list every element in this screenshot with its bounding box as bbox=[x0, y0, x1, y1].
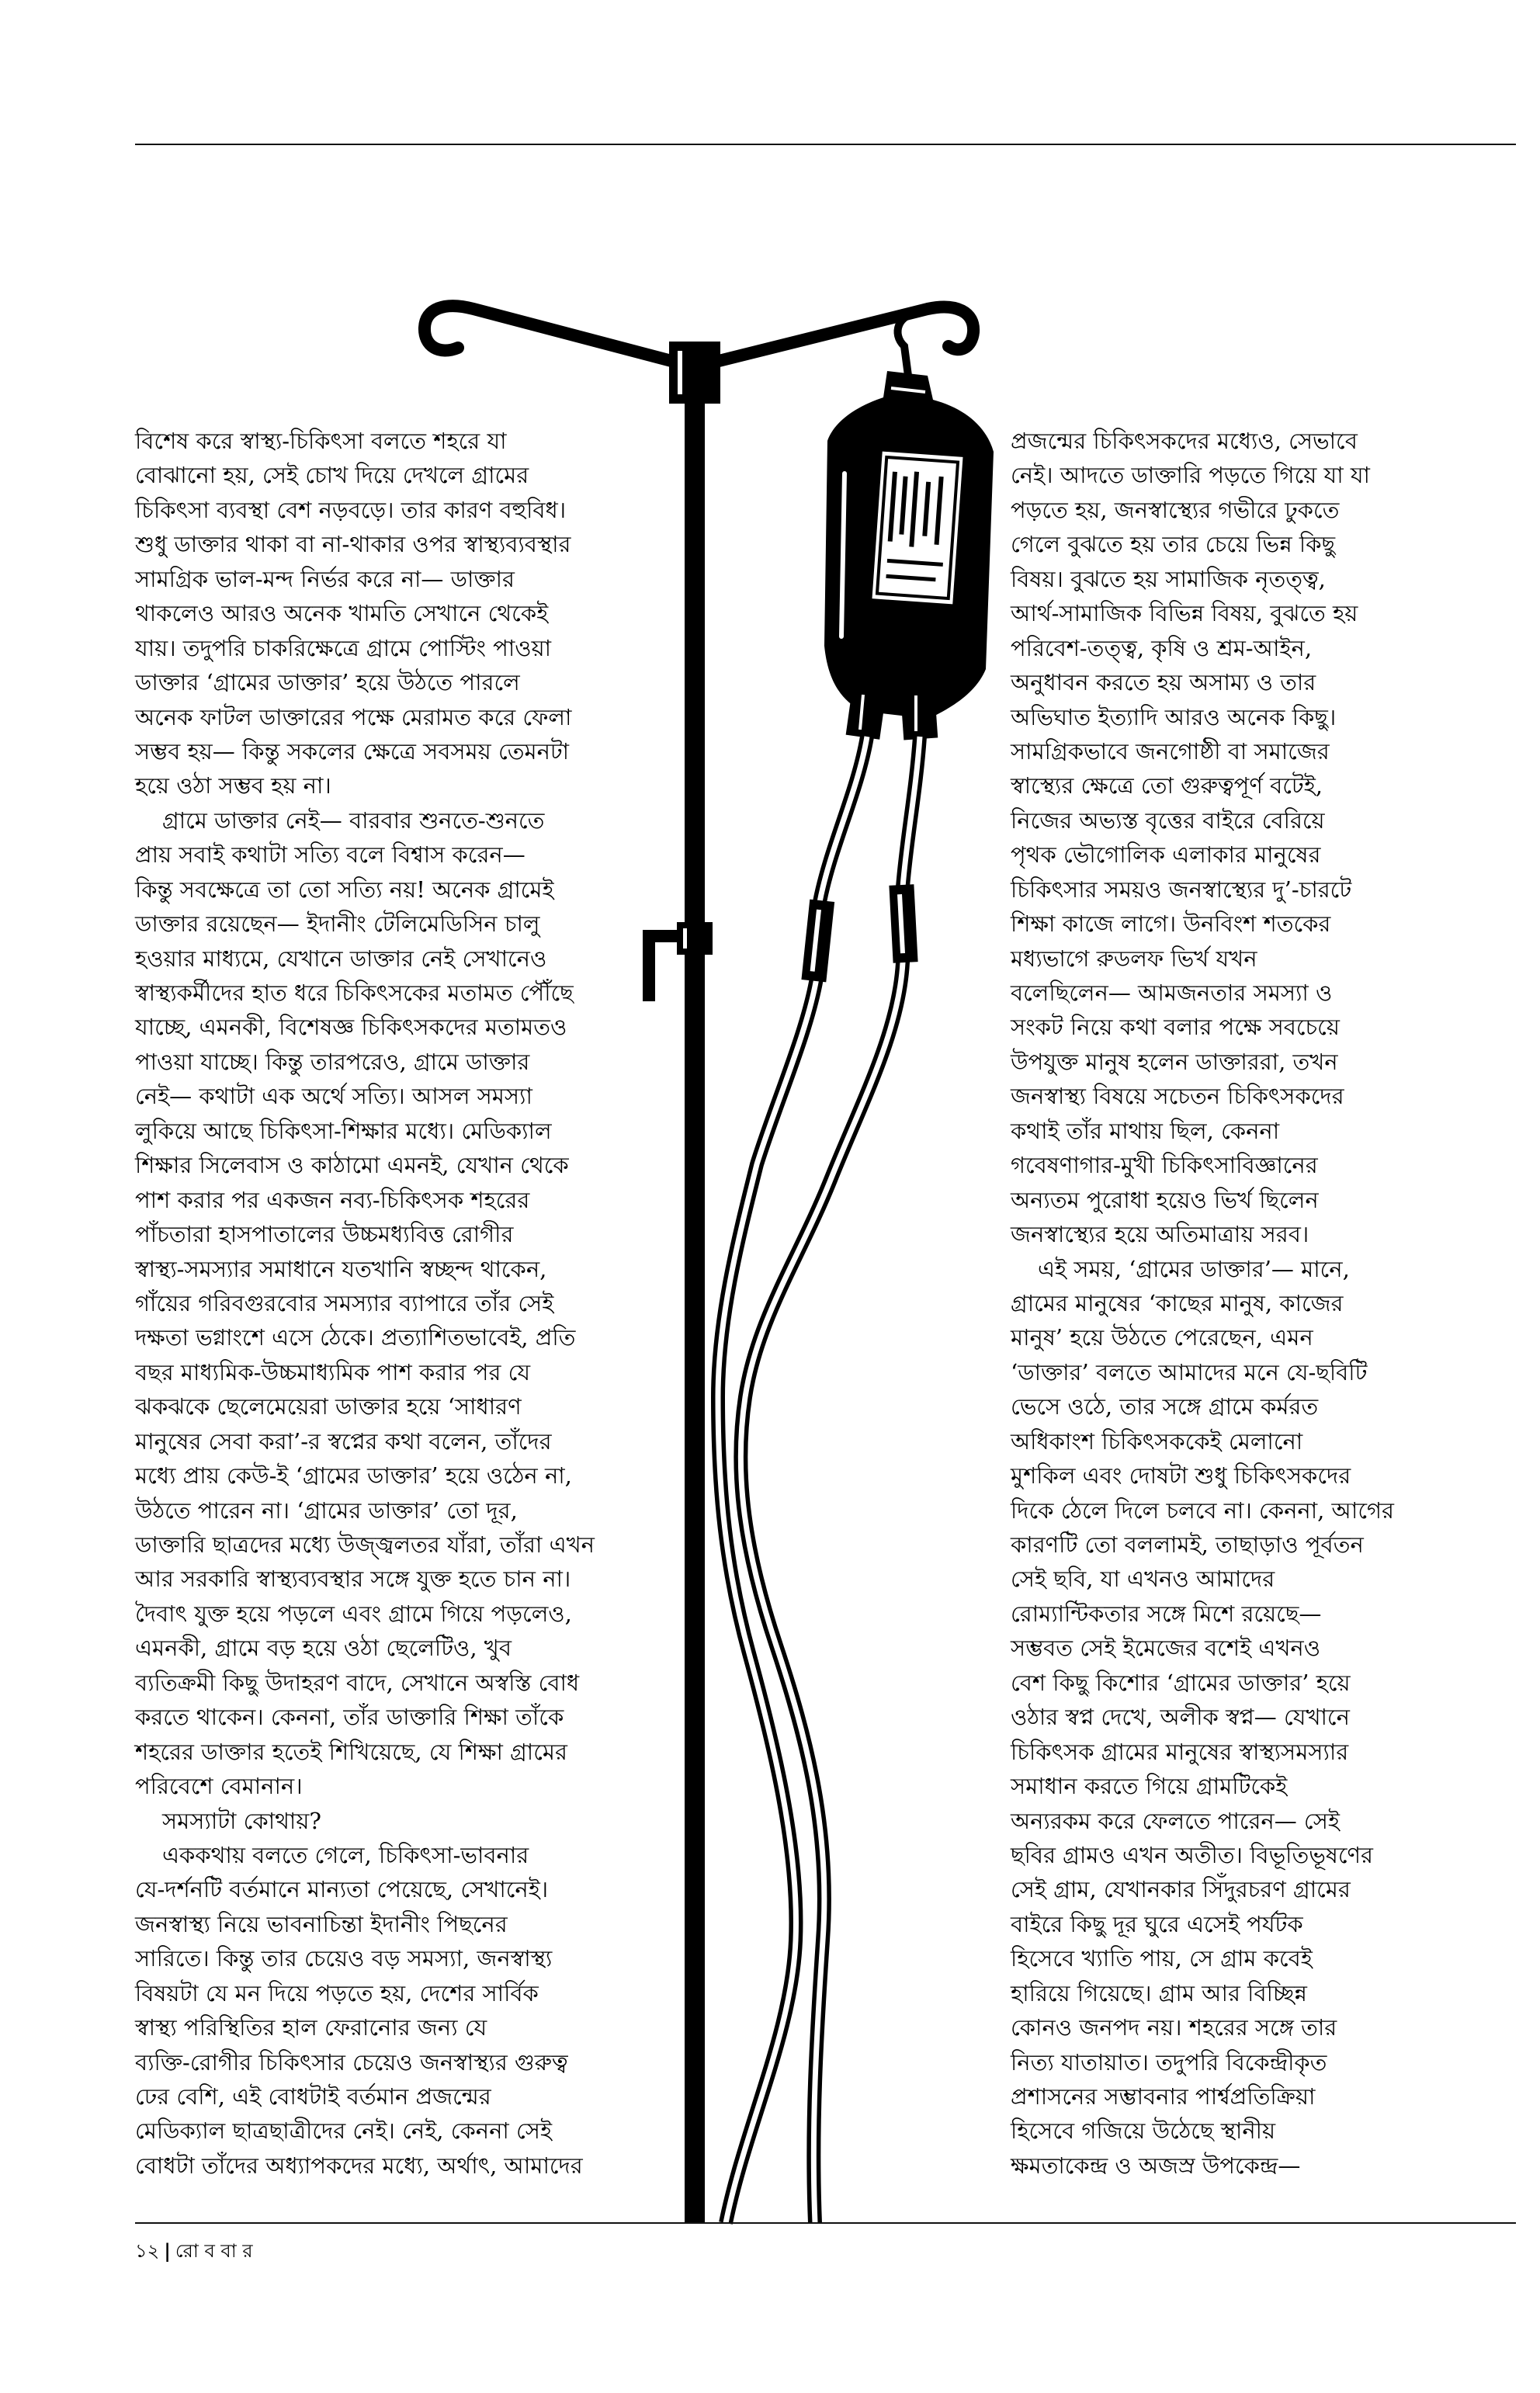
article-text-line: মধ্যে প্রায় কেউ-ই ‘গ্রামের ডাক্তার’ হয়ে ওঠেন না, bbox=[135, 1462, 572, 1490]
article-text-line: ব্যতিক্রমী কিছু উদাহরণ বাদে, সেখানে অস্বস্তি বোধ bbox=[135, 1669, 580, 1696]
page-footer bbox=[135, 2237, 253, 2265]
article-text-line: হারিয়ে গিয়েছে। গ্রাম আর বিচ্ছিন্ন bbox=[1011, 1979, 1307, 2006]
article-text-line: ডাক্তার রয়েছেন— ইদানীং টেলিমেডিসিন চালু bbox=[135, 910, 540, 938]
article-text-line: জনস্বাস্থ্যের হয়ে অতিমাত্রায় সরব। bbox=[1011, 1221, 1309, 1248]
article-text-line: দিকে ঠেলে দিলে চলবে না। কেননা, আগের bbox=[1011, 1496, 1394, 1524]
iv-pole-bracket-highlight bbox=[683, 928, 687, 949]
iv-stand-right-hook bbox=[703, 307, 973, 365]
article-text-line: সেই ছবি, যা এখনও আমাদের bbox=[1011, 1566, 1275, 1593]
article-text-line: অভিঘাত ইত্যাদি আরও অনেক কিছু। bbox=[1011, 703, 1337, 730]
article-text-line: কোনও জনপদ নয়। শহরের সঙ্গে তার bbox=[1011, 2014, 1337, 2041]
article-text-line: বিষয়টা যে মন দিয়ে পড়তে হয়, দেশের সার্বিক bbox=[135, 1979, 539, 2006]
article-text-line: উপযুক্ত মানুষ হলেন ডাক্তাররা, তখন bbox=[1011, 1048, 1338, 1075]
article-text-line: মধ্যভাগে রুডলফ ভির্খ যখন bbox=[1011, 945, 1257, 972]
article-text-line: থাকলেও আরও অনেক খামতি সেখানে থেকেই bbox=[135, 600, 549, 627]
article-text-line: নিত্য যাতায়াত। তদুপরি বিকেন্দ্রীকৃত bbox=[1011, 2048, 1327, 2076]
article-text-line: মেডিক্যাল ছাত্রছাত্রীদের নেই। নেই, কেননা সেই bbox=[135, 2117, 553, 2145]
article-text-line: অনুধাবন করতে হয় অসাম্য ও তার bbox=[1011, 669, 1316, 696]
article-text-line: ডাক্তার ‘গ্রামের ডাক্তার’ হয়ে উঠতে পারলে bbox=[135, 669, 520, 696]
article-text-line: স্বাস্থ্য-সমস্যার সমাধানে যতখানি স্বচ্ছন্দ থাকেন, bbox=[135, 1255, 547, 1282]
article-text-line: গ্রামে ডাক্তার নেই— বারবার শুনতে-শুনতে bbox=[162, 806, 545, 834]
article-text-line: অনেক ফাটল ডাক্তারের পক্ষে মেরামত করে ফেলা bbox=[135, 703, 572, 730]
article-text-line: শিক্ষা কাজে লাগে। উনবিংশ শতকের bbox=[1011, 910, 1331, 938]
article-text-line: পাওয়া যাচ্ছে। কিন্তু তারপরেও, গ্রামে ডাক্তার bbox=[135, 1048, 530, 1075]
article-text-line: ভেসে ওঠে, তার সঙ্গে গ্রামে কর্মরত bbox=[1011, 1393, 1319, 1420]
iv-bag-label bbox=[872, 452, 962, 605]
article-text-line: নেই। আদতে ডাক্তারি পড়তে গিয়ে যা যা bbox=[1011, 462, 1370, 489]
article-text-line: চিকিৎসার সময়ও জনস্বাস্থ্যের দু’-চারটে bbox=[1011, 876, 1352, 903]
article-text-line: শিক্ষার সিলেবাস ও কাঠামো এমনই, যেখান থেকে bbox=[135, 1152, 569, 1179]
article-text-line: হওয়ার মাধ্যমে, যেখানে ডাক্তার নেই সেখানেও bbox=[135, 945, 547, 972]
article-text-line: পড়তে হয়, জনস্বাস্থ্যের গভীরে ঢুকতে bbox=[1011, 496, 1340, 523]
article-text-line: আর সরকারি স্বাস্থ্যব্যবস্থার সঙ্গে যুক্ত হতে চান না। bbox=[135, 1566, 571, 1593]
iv-bag-hanger bbox=[898, 314, 917, 376]
iv-tube-right-core bbox=[741, 737, 920, 2223]
article-text-line: দক্ষতা ভগ্নাংশে এসে ঠেকে। প্রত্যাশিতভাবেই, প্রতি bbox=[135, 1324, 576, 1351]
article-text-line: নেই— কথাটা এক অর্থে সত্যি। আসল সমস্যা bbox=[135, 1083, 532, 1110]
article-text-line: ব্যক্তি-রোগীর চিকিৎসার চেয়েও জনস্বাস্থ্যর গুরুত্ব bbox=[135, 2048, 568, 2076]
article-text-line: বোধটা তাঁদের অধ্যাপকদের মধ্যে, অর্থাৎ, আমাদের bbox=[135, 2152, 583, 2179]
article-text-line: প্রায় সবাই কথাটা সত্যি বলে বিশ্বাস করেন— bbox=[135, 841, 525, 869]
bottom-rule bbox=[135, 2222, 1516, 2224]
article-text-line: গবেষণাগার-মুখী চিকিৎসাবিজ্ঞানের bbox=[1011, 1152, 1318, 1179]
iv-pole-collar-highlight bbox=[678, 351, 682, 394]
article-text-line: সম্ভব হয়— কিন্তু সকলের ক্ষেত্রে সবসময় তেমনটা bbox=[135, 737, 570, 765]
iv-tube-clamp-left bbox=[801, 900, 834, 983]
article-text-line: হিসেবে গজিয়ে উঠেছে স্থানীয় bbox=[1011, 2117, 1276, 2145]
article-text-line: বছর মাধ্যমিক-উচ্চমাধ্যমিক পাশ করার পর যে bbox=[135, 1358, 531, 1386]
article-text-line: গ্রামের মানুষের ‘কাছের মানুষ, কাজের bbox=[1011, 1289, 1344, 1316]
article-text-line: ওঠার স্বপ্ন দেখে, অলীক স্বপ্ন— যেখানে bbox=[1011, 1704, 1350, 1731]
article-text-line: এককথায় বলতে গেলে, চিকিৎসা-ভাবনার bbox=[162, 1841, 529, 1868]
article-text-line: বেশ কিছু কিশোর ‘গ্রামের ডাক্তার’ হয়ে bbox=[1011, 1669, 1351, 1696]
article-text-line: প্রজন্মের চিকিৎসকদের মধ্যেও, সেভাবে bbox=[1011, 428, 1358, 454]
article-text-line: অধিকাংশ চিকিৎসককেই মেলানো bbox=[1011, 1427, 1303, 1455]
article-text-line: বাইরে কিছু দূর ঘুরে এসেই পর্যটক bbox=[1011, 1910, 1303, 1937]
article-text-line: কারণটি তো বললামই, তাছাড়াও পূর্বতন bbox=[1011, 1531, 1364, 1558]
iv-bag-outlet-left bbox=[846, 684, 887, 739]
article-text-line: সারিতে। কিন্তু তার চেয়েও বড় সমস্যা, জনস্বাস্থ্য bbox=[135, 1945, 553, 1972]
footer-separator: | bbox=[164, 2239, 171, 2262]
article-text-line: সেই গ্রাম, যেখানকার সিঁদুরচরণ গ্রামের bbox=[1011, 1876, 1351, 1903]
article-text-line: উঠতে পারেন না। ‘গ্রামের ডাক্তার’ তো দূর, bbox=[135, 1496, 518, 1524]
article-text-line: এই সময়, ‘গ্রামের ডাক্তার’— মানে, bbox=[1038, 1255, 1350, 1282]
article-text-line: মুশকিল এবং দোষটা শুধু চিকিৎসকদের bbox=[1011, 1462, 1351, 1490]
article-text-line: প্রশাসনের সম্ভাবনার পার্শ্বপ্রতিক্রিয়া bbox=[1011, 2083, 1316, 2110]
iv-stand-left-hook bbox=[425, 306, 686, 365]
article-text-line: বিশেষ করে স্বাস্থ্য-চিকিৎসা বলতে শহরে যা bbox=[135, 428, 507, 454]
article-text-line: পরিবেশ-তত্ত্ব, কৃষি ও শ্রম-আইন, bbox=[1011, 634, 1313, 661]
article-text-line: নিজের অভ্যস্ত বৃত্তের বাইরে বেরিয়ে bbox=[1011, 806, 1325, 834]
article-text-line: সমস্যাটা কোথায়? bbox=[162, 1807, 321, 1834]
article-text-line: লুকিয়ে আছে চিকিৎসা-শিক্ষার মধ্যে। মেডিক্যাল bbox=[135, 1117, 552, 1144]
article-text-line: চিকিৎসা ব্যবস্থা বেশ নড়বড়ে। তার কারণ বহুবিধ। bbox=[135, 496, 567, 523]
article-text-line: অন্যতম পুরোধা হয়েও ভির্খ ছিলেন bbox=[1011, 1186, 1319, 1213]
article-text-line: রোম্যান্টিকতার সঙ্গে মিশে রয়েছে— bbox=[1011, 1600, 1322, 1627]
article-text-line: ঢের বেশি, এই বোধটাই বর্তমান প্রজন্মের bbox=[135, 2083, 491, 2110]
article-right-column bbox=[1011, 424, 1406, 2183]
article-text-line: মানুষ’ হয়ে উঠতে পেরেছেন, এমন bbox=[1011, 1324, 1313, 1351]
article-left-column bbox=[135, 424, 623, 2183]
article-text-line: জনস্বাস্থ্য নিয়ে ভাবনাচিন্তা ইদানীং পিছনের bbox=[135, 1910, 508, 1937]
article-text-line: শুধু ডাক্তার থাকা বা না-থাকার ওপর স্বাস্থ্যব্যবস্থার bbox=[135, 531, 571, 558]
article-text-line: বিষয়। বুঝতে হয় সামাজিক নৃতত্ত্ব, bbox=[1011, 565, 1326, 592]
article-text-line: গাঁয়ের গরিবগুরবোর সমস্যার ব্যাপারে তাঁর সেই bbox=[135, 1289, 554, 1316]
article-text-line: ক্ষমতাকেন্দ্র ও অজস্র উপকেন্দ্র— bbox=[1011, 2152, 1301, 2179]
article-text-line: সামগ্রিক ভাল-মন্দ নির্ভর করে না— ডাক্তার bbox=[135, 565, 515, 592]
article-text-line: কথাই তাঁর মাথায় ছিল, কেননা bbox=[1011, 1117, 1280, 1144]
article-text-line: অন্যরকম করে ফেলতে পারেন— সেই bbox=[1011, 1807, 1340, 1834]
iv-bag-highlight bbox=[841, 473, 845, 636]
article-text-line: সমাধান করতে গিয়ে গ্রামটিকেই bbox=[1011, 1773, 1288, 1800]
article-text-line: সংকট নিয়ে কথা বলার পক্ষে সবচেয়ে bbox=[1011, 1014, 1340, 1041]
iv-tube-right bbox=[741, 737, 920, 2223]
iv-pole bbox=[685, 353, 705, 2223]
article-text-line: পাঁচতারা হাসপাতালের উচ্চমধ্যবিত্ত রোগীর bbox=[135, 1221, 514, 1248]
article-text-line: সম্ভবত সেই ইমেজের বশেই এখনও bbox=[1011, 1635, 1321, 1662]
article-text-line: স্বাস্থ্যের ক্ষেত্রে তো গুরুত্বপূর্ণ বটেই, bbox=[1011, 772, 1323, 799]
iv-tube-right-outline bbox=[741, 737, 920, 2223]
article-text-line: যে-দর্শনটি বর্তমানে মান্যতা পেয়েছে, সেখানেই। bbox=[135, 1876, 549, 1903]
page-number: ১২ bbox=[135, 2240, 160, 2262]
article-text-line: বলেছিলেন— আমজনতার সমস্যা ও bbox=[1011, 980, 1333, 1006]
article-text-line: আর্থ-সামাজিক বিভিন্ন বিষয়, বুঝতে হয় bbox=[1011, 600, 1358, 627]
article-text-line: করতে থাকেন। কেননা, তাঁর ডাক্তারি শিক্ষা তাঁকে bbox=[135, 1704, 564, 1731]
article-text-line: পরিবেশে বেমানান। bbox=[135, 1773, 303, 1800]
article-text-line: জনস্বাস্থ্য বিষয়ে সচেতন চিকিৎসকদের bbox=[1011, 1083, 1344, 1110]
article-text-line: যায়। তদুপরি চাকরিক্ষেত্রে গ্রামে পোস্টিং পাওয়া bbox=[135, 634, 552, 661]
article-text-line: চিকিৎসক গ্রামের মানুষের স্বাস্থ্যসমস্যার bbox=[1011, 1738, 1349, 1765]
article-text-line: ‘ডাক্তার’ বলতে আমাদের মনে যে-ছবিটি bbox=[1011, 1358, 1368, 1386]
article-text-line: এমনকী, গ্রামে বড় হয়ে ওঠা ছেলেটিও, খুব bbox=[135, 1635, 512, 1662]
article-text-line: যাচ্ছে, এমনকী, বিশেষজ্ঞ চিকিৎসকদের মতামতও bbox=[135, 1014, 567, 1041]
article-text-line: ডাক্তারি ছাত্রদের মধ্যে উজ্জ্বলতর যাঁরা, তাঁরা এখন bbox=[135, 1531, 595, 1558]
article-text-line: পৃথক ভৌগোলিক এলাকার মানুষের bbox=[1011, 841, 1321, 869]
iv-tube-clamp-right bbox=[889, 884, 917, 963]
magazine-name: রো ব বা র bbox=[175, 2240, 253, 2262]
article-text-line: হিসেবে খ্যাতি পায়, সে গ্রাম কবেই bbox=[1011, 1945, 1313, 1972]
article-text-line: বোঝানো হয়, সেই চোখ দিয়ে দেখলে গ্রামের bbox=[135, 462, 529, 489]
article-text-line: শহরের ডাক্তার হতেই শিখিয়েছে, যে শিক্ষা গ্রামের bbox=[135, 1738, 567, 1765]
iv-bag-outlet-right bbox=[900, 687, 938, 740]
article-text-line: ছবির গ্রামও এখন অতীত। বিভূতিভূষণের bbox=[1011, 1841, 1373, 1868]
article-text-line: স্বাস্থ্যকর্মীদের হাত ধরে চিকিৎসকের মতামত পৌঁছে bbox=[135, 980, 574, 1006]
article-text-line: গেলে বুঝতে হয় তার চেয়ে ভিন্ন কিছু bbox=[1011, 531, 1336, 558]
article-text-line: মানুষের সেবা করা’-র স্বপ্নের কথা বলেন, তাঁদের bbox=[135, 1427, 552, 1455]
iv-pole-top-collar bbox=[669, 342, 720, 404]
article-text-line: ঝকঝকে ছেলেমেয়েরা ডাক্তার হয়ে ‘সাধারণ bbox=[135, 1393, 522, 1420]
article-text-line: পাশ করার পর একজন নব্য-চিকিৎসক শহরের bbox=[135, 1186, 530, 1213]
article-text-line: সামগ্রিকভাবে জনগোষ্ঠী বা সমাজের bbox=[1011, 737, 1330, 765]
article-text-line: হয়ে ওঠা সম্ভব হয় না। bbox=[135, 772, 331, 799]
article-text-line: কিন্তু সবক্ষেত্রে তা তো সত্যি নয়! অনেক গ্রামেই bbox=[135, 876, 554, 903]
article-text-line: স্বাস্থ্য পরিস্থিতির হাল ফেরানোর জন্য যে bbox=[135, 2014, 487, 2041]
iv-pole-bracket-collar bbox=[677, 922, 713, 955]
article-text-line: দৈবাৎ যুক্ত হয়ে পড়লে এবং গ্রামে গিয়ে পড়লেও, bbox=[135, 1600, 572, 1627]
